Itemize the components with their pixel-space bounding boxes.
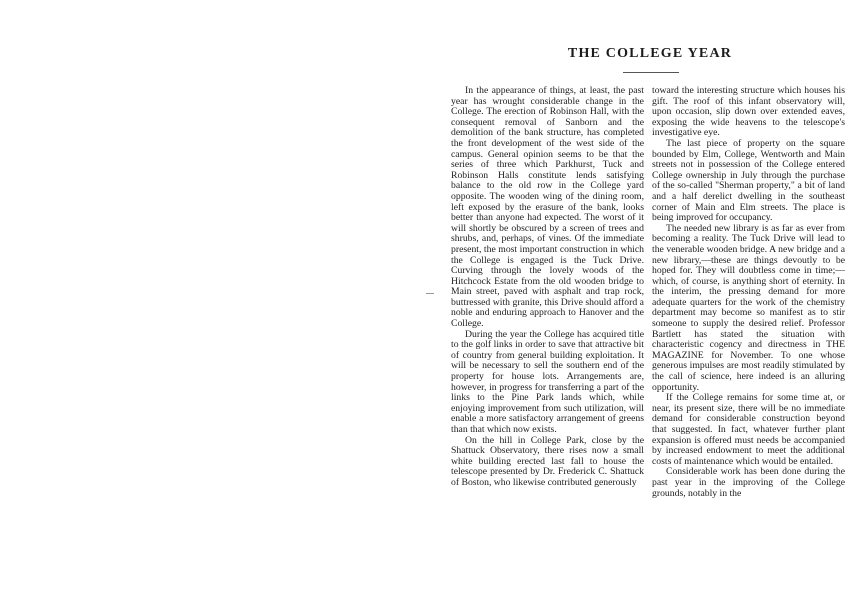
- paragraph: toward the interesting structure which houses his gift. The roof of this infant observatory will, upon occasion, slip down over extended eaves, exposing the wide heavens to the telescope's investigative eye.: [652, 86, 845, 139]
- paragraph: Considerable work has been done during the past year in the improving of the College grounds, notably in the: [652, 466, 845, 499]
- paragraph: The needed new library is as far as ever from becoming a reality. The Tuck Drive will lead to the venerable wooden bridge. A new bridge and a new library,—these are things devoutly to be hoped for. They will doubtless come in time;—which, of course, is anything short of eternity. In the interim, the pressing demand for more adequate quarters for the work of the chemistry department may become so manifest as to stir someone to supply the desired relief. Professor Bartlett has stated the situation with characteristic cogency and directness in THE MAGAZINE for November. To one whose generous impulses are most readily stimulated by the call of science, here indeed is an alluring opportunity.: [652, 222, 845, 393]
- title-rule: [623, 72, 679, 73]
- text-column-right: [652, 86, 845, 566]
- paragraph: If the College remains for some time at, or near, its present size, there will be no immediate demand for considerable construction beyond that suggested. In fact, whatever further plant expansion is offered must needs be accompanied by increased endowment to meet the additional costs of maintenance which would be entailed.: [652, 392, 845, 467]
- paragraph: The last piece of property on the square bounded by Elm, College, Wentworth and Main streets not in possession of the College entered College ownership in July through the purchase of the so-called "Sherman property," a bit of land and a half derelict dwelling in the southeast corner of Main and Elm streets. The place is being improved for occupancy.: [652, 137, 845, 224]
- paragraph: In the appearance of things, at least, the past year has wrought considerable change in the College. The erection of Robinson Hall, with the consequent removal of Sanborn and the demolition of the bank structure, has completed the front development of the west side of the campus. General opinion seems to be that the series of three which Parkhurst, Tuck and Robinson Halls constitute lends satisfying balance to the old row in the College yard opposite. The wooden wing of the dining room, left exposed by the erasure of the bank, looks better than anyone had expected. The worst of it will shortly be obscured by a screen of trees and shrubs, and, perhaps, of vines. Of the immediate present, the most important construction in which the College is engaged is the Tuck Drive. Curving through the lovely woods of the Hitchcock Estate from the old wooden bridge to Main street, paved with asphalt and trap rock, buttressed with granite, this Drive should afford a noble and enduring approach to Hanover and the College.: [451, 86, 644, 330]
- paragraph: On the hill in College Park, close by the Shattuck Observatory, there rises now a small white building erected last fall to house the telescope presented by Dr. Frederick C. Shattuck of Boston, who likewise contributed generously: [451, 434, 644, 488]
- text-column-left: [451, 86, 644, 566]
- margin-mark: [426, 293, 434, 294]
- paragraph: During the year the College has acquired title to the golf links in order to save that attractive bit of country from general building exploitation. It will be necessary to sell the southern end of the property for house lots. Arrangements are, however, in progress for transferring a part of the links to the Pine Park lands which, while enjoying improvement from such utilization, will enable a more satisfactory arrangement of greens than that which now exists.: [451, 328, 644, 435]
- page-title: THE COLLEGE YEAR: [567, 46, 733, 61]
